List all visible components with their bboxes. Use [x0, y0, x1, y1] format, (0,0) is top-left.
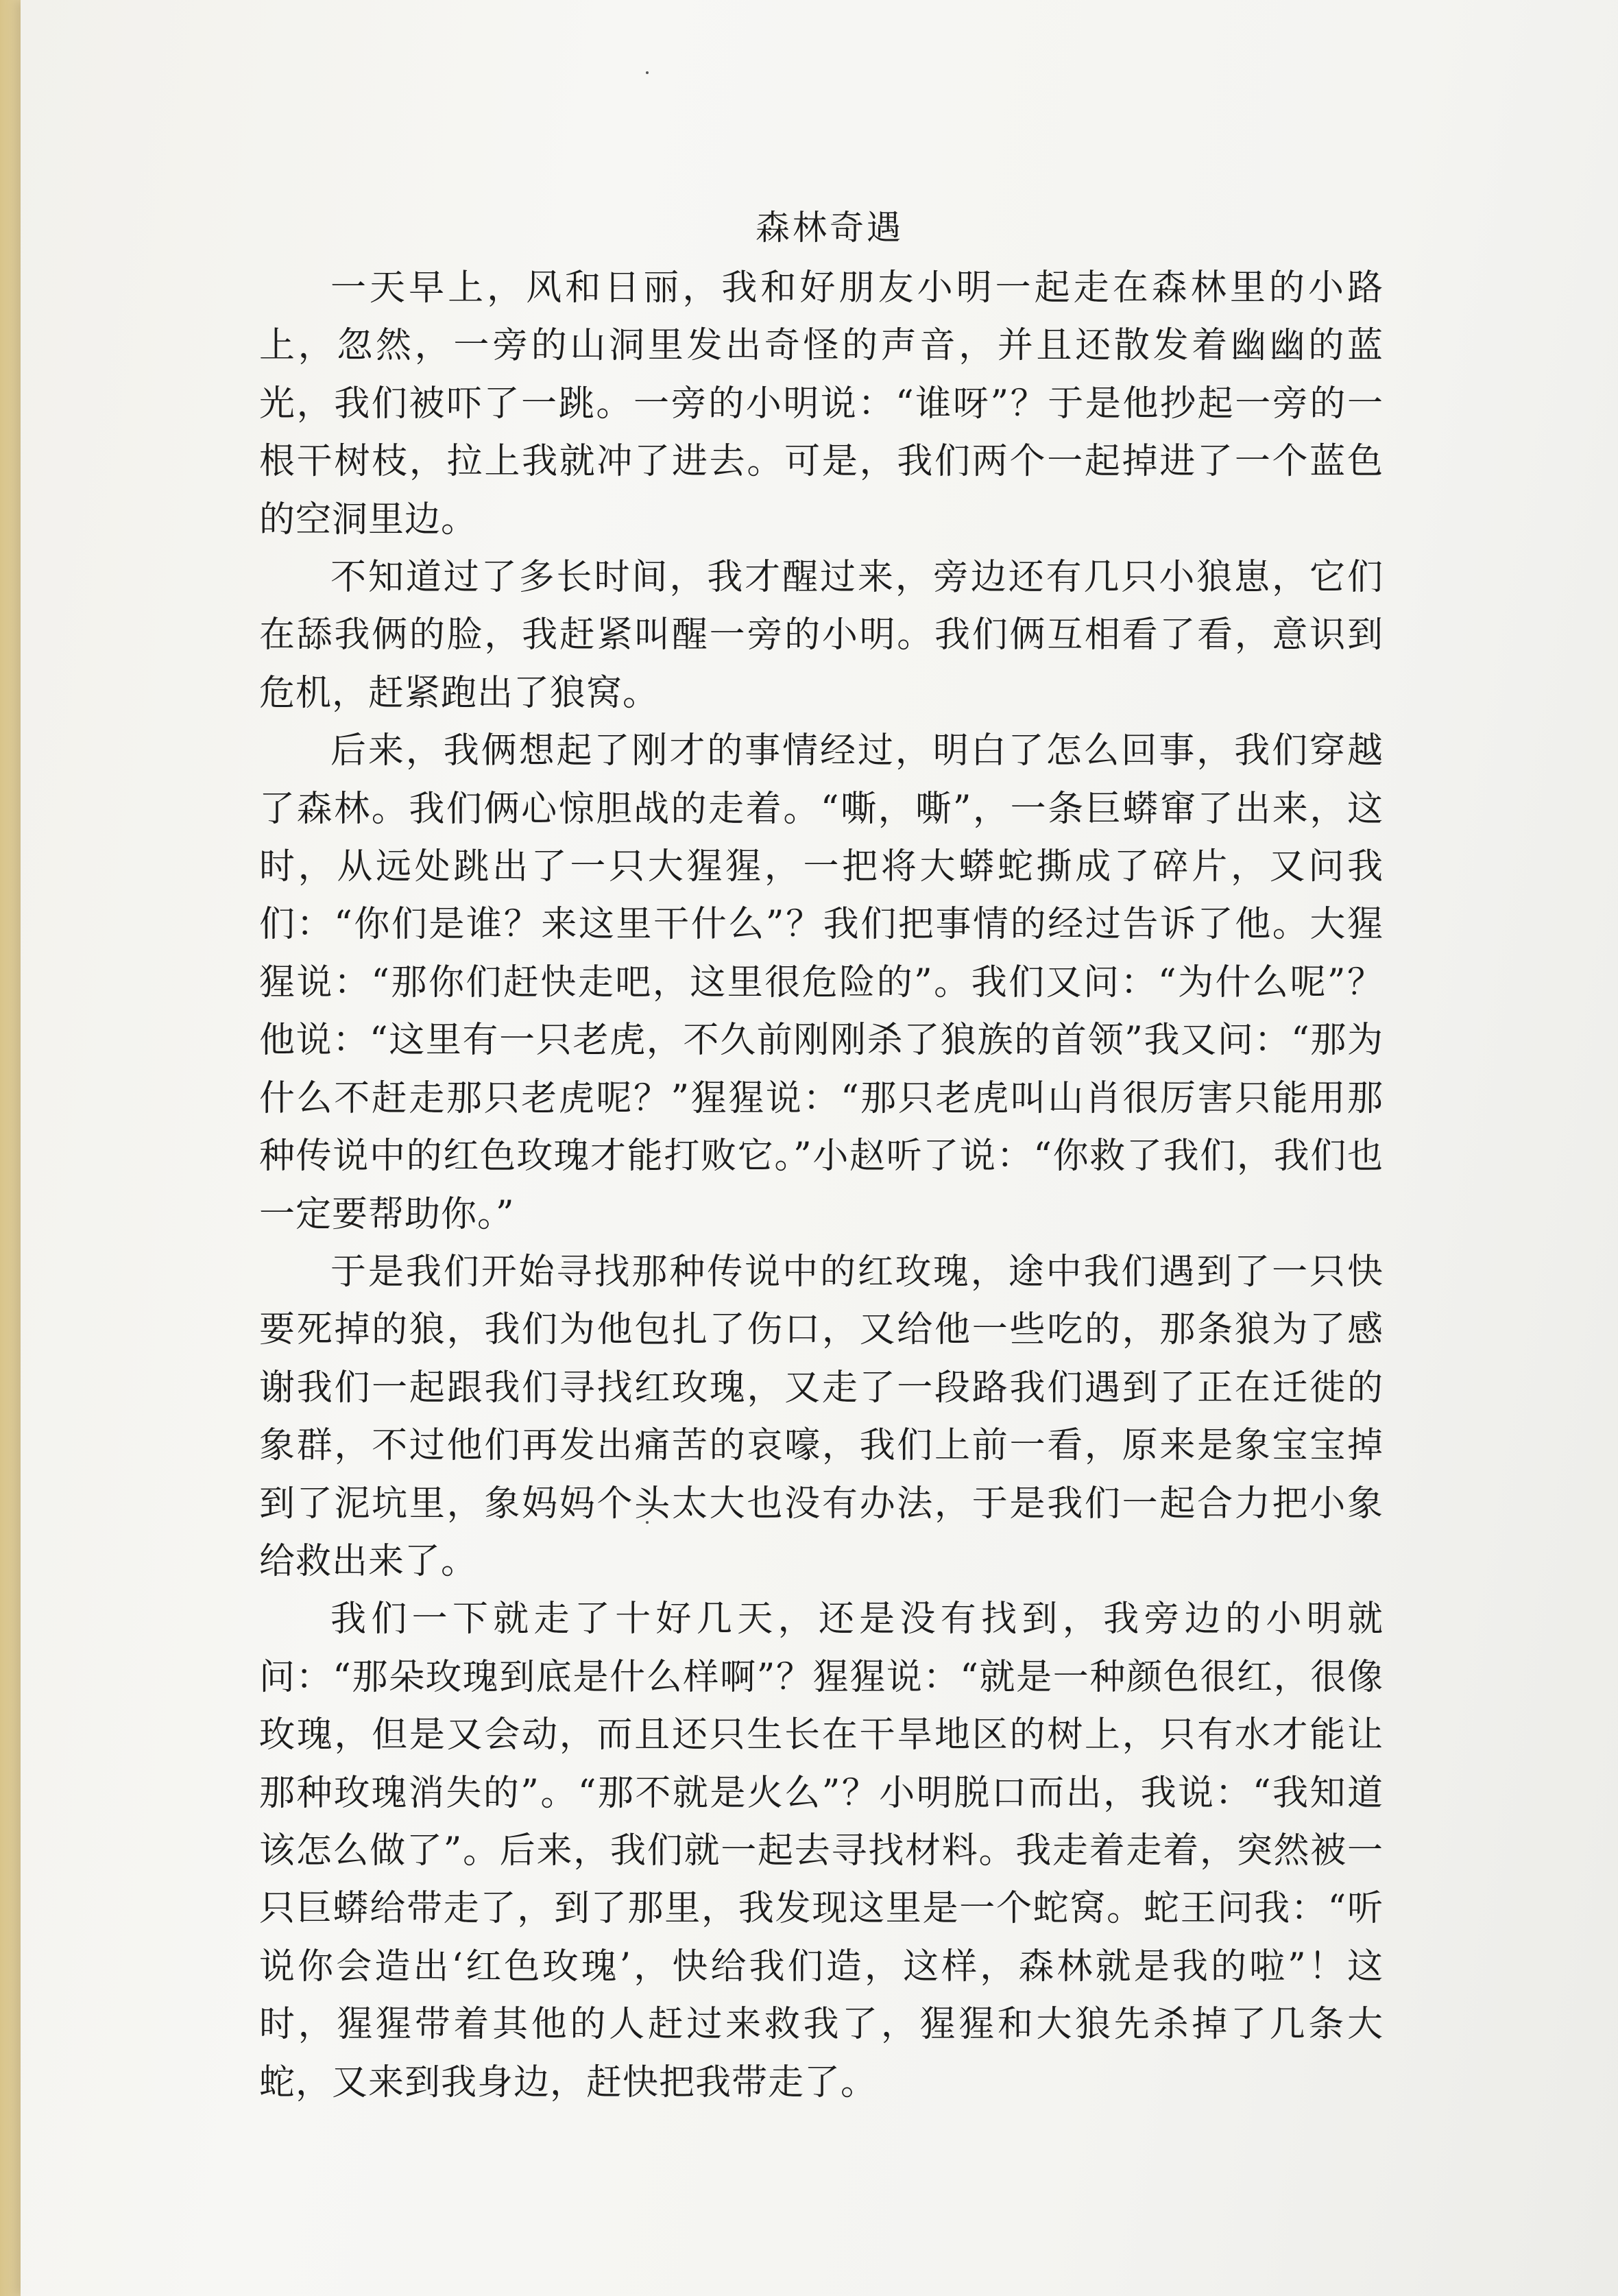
paragraph: 我们一下就走了十好几天，还是没有找到，我旁边的小明就问：“那朵玫瑰到底是什么样啊”？猩猩说：“就是一种颜色很红，很像玫瑰，但是又会动，而且还只生长在干旱地区的树上，只有水才能让那种玫瑰消失的”。“那不就是火么”？小明脱口而出，我说：“我知道该怎么做了”。后来，我们就一起去寻找材料。我走着走着，突然被一只巨蟒给带走了，到了那里，我发现这里是一个蛇窝。蛇王问我：“听说你会造出‘红色玫瑰’，快给我们造，这样，森林就是我的啦”！这时，猩猩带着其他的人赶过来救我了，猩猩和大狼先杀掉了几条大蛇，又来到我身边，赶快把我带走了。 [259, 1599, 1384, 2103]
paragraph: 不知道过了多长时间，我才醒过来，旁边还有几只小狼崽，它们在舔我俩的脸，我赶紧叫醒一旁的小明。我们俩互相看了看，意识到危机，赶紧跑出了狼窝。 [259, 557, 1384, 714]
paper-speck [646, 71, 649, 74]
paragraph: 一天早上，风和日丽，我和好朋友小明一起走在森林里的小路上，忽然，一旁的山洞里发出奇怪的声音，并且还散发着幽幽的蓝光，我们被吓了一跳。一旁的小明说：“谁呀”？于是他抄起一旁的一根干树枝，拉上我就冲了进去。可是，我们两个一起掉进了一个蓝色的空洞里边。 [259, 267, 1384, 540]
paragraph: 后来，我俩想起了刚才的事情经过，明白了怎么回事，我们穿越了森林。我们俩心惊胆战的走着。“嘶，嘶”，一条巨蟒窜了出来，这时，从远处跳出了一只大猩猩，一把将大蟒蛇撕成了碎片，又问我们：“你们是谁？来这里干什么”？我们把事情的经过告诉了他。大猩猩说：“那你们赶快走吧，这里很危险的”。我们又问：“为什么呢”？他说：“这里有一只老虎，不久前刚刚杀了狼族的首领”我又问：“那为什么不赶走那只老虎呢？”猩猩说：“那只老虎叫山肖很厉害只能用那种传说中的红色玫瑰才能打败它。”小赵听了说：“你救了我们，我们也一定要帮助你。” [259, 730, 1384, 1235]
paragraph: 于是我们开始寻找那种传说中的红玫瑰，途中我们遇到了一只快要死掉的狼，我们为他包扎了伤口，又给他一些吃的，那条狼为了感谢我们一起跟我们寻找红玫瑰，又走了一段路我们遇到了正在迁徙的象群，不过他们再发出痛苦的哀嚎，我们上前一看，原来是象宝宝掉到了泥坑里，象妈妈个头太大也没有办法，于是我们一起合力把小象给救出来了。 [259, 1251, 1384, 1582]
essay-body [259, 259, 1384, 2112]
essay-title: 森林奇遇 [756, 208, 904, 248]
